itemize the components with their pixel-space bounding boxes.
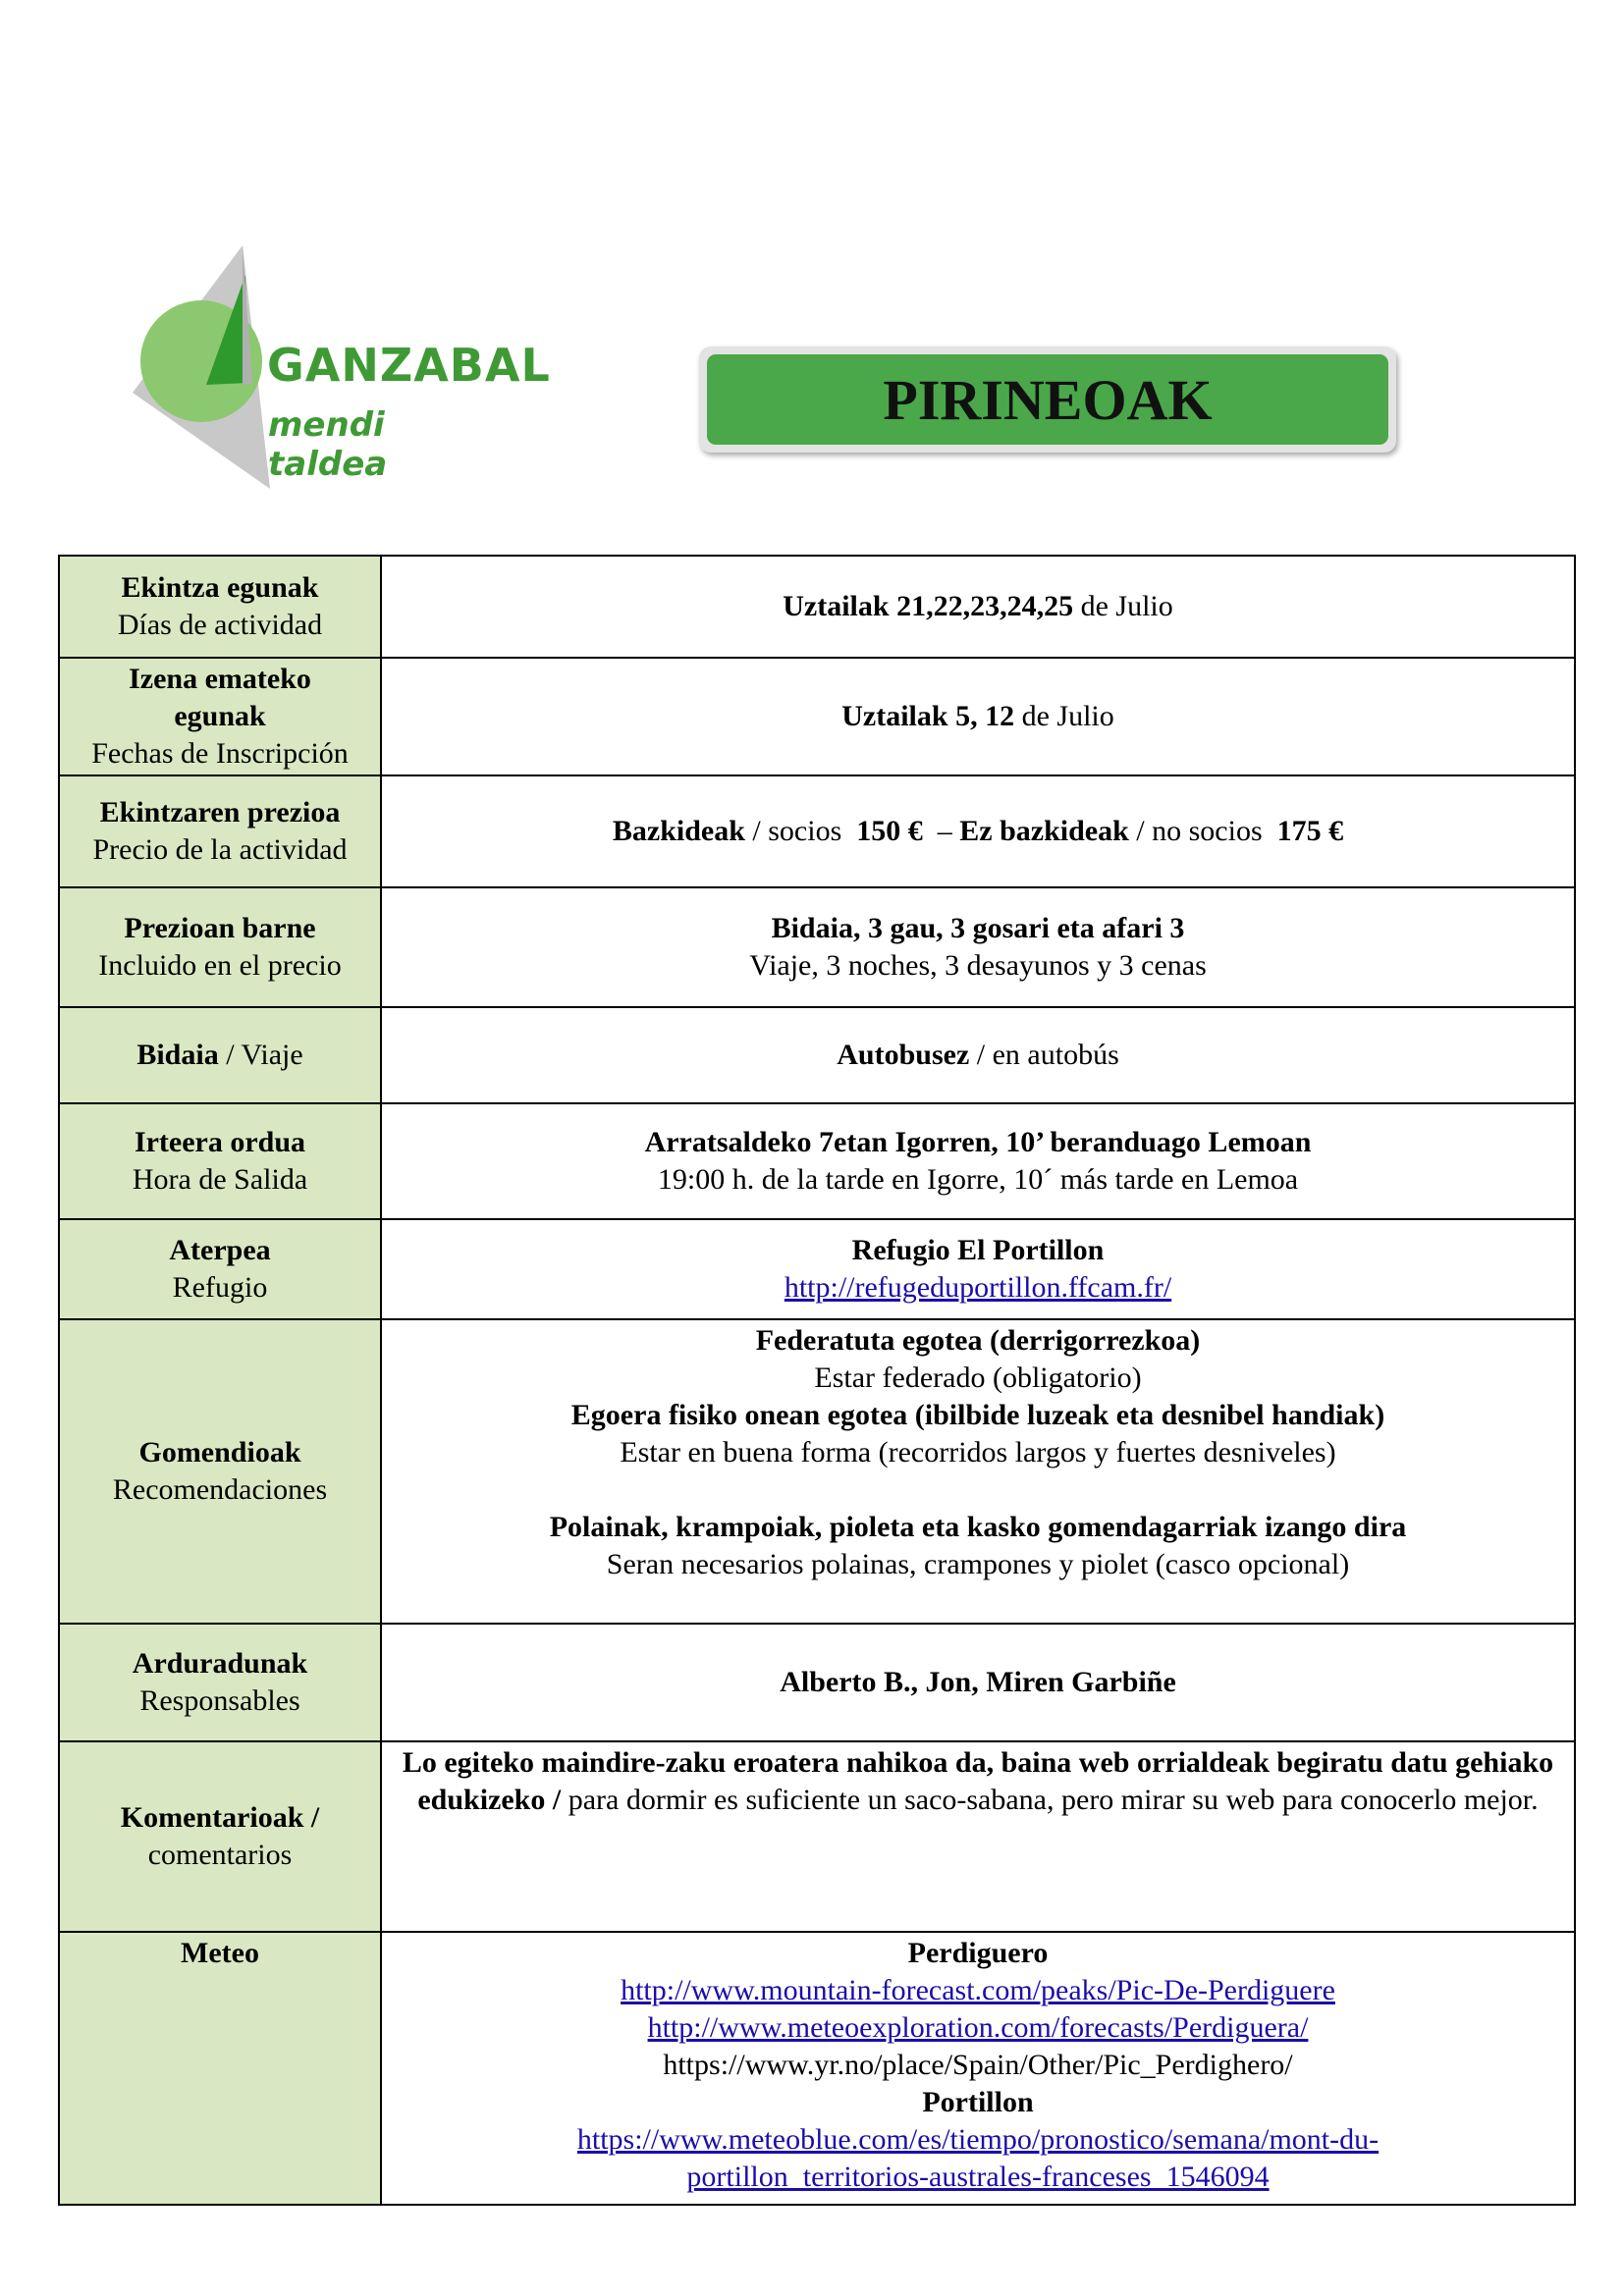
meteo-link-2[interactable]: http://www.meteoexploration.com/forecasts/Perdiguera/: [647, 2011, 1309, 2044]
socios-label: Bazkideak: [612, 815, 745, 847]
label-es: / Viaje: [218, 1039, 303, 1071]
row-recomendaciones: [59, 1319, 1575, 1624]
value-meteo: [381, 1932, 1575, 2205]
label-es: Hora de Salida: [132, 1163, 308, 1196]
value-dias: [381, 556, 1575, 658]
inscripcion-bold: Uztailak 5, 12: [841, 700, 1015, 732]
comentarios-es: para dormir es suficiente un saco-sabana, pero mirar su web para conocerlo mejor.: [561, 1784, 1539, 1816]
label-eu: Ekintza egunak: [121, 571, 319, 604]
no-socios-price: 175 €: [1276, 815, 1344, 847]
club-logo: [133, 245, 551, 491]
row-precio: [59, 775, 1575, 887]
label-eu: Arduradunak: [132, 1647, 308, 1680]
value-incluido: [381, 887, 1575, 1007]
no-socios-es: / no socios: [1128, 815, 1277, 847]
label-eu-2: egunak: [174, 700, 266, 732]
value-viaje: [381, 1007, 1575, 1103]
label-salida: [59, 1103, 381, 1219]
rec-spacer: [390, 1471, 1566, 1509]
viaje-rest: / en autobús: [969, 1039, 1119, 1071]
price-dash: –: [922, 815, 960, 847]
label-es: Responsables: [139, 1684, 300, 1717]
refugio-name: Refugio El Portillon: [851, 1234, 1105, 1266]
dates-bold: Uztailak 21,22,23,24,25: [783, 590, 1074, 622]
value-responsables: Alberto B., Jon, Miren Garbiñe: [381, 1624, 1575, 1741]
meteo-link-4b[interactable]: portillon_territorios-australes-franceses_1546094: [686, 2161, 1270, 2193]
inscripcion-rest: de Julio: [1014, 700, 1114, 732]
meteo-link-3[interactable]: https://www.yr.no/place/Spain/Other/Pic_Perdighero/: [663, 2049, 1293, 2081]
row-incluido: [59, 887, 1575, 1007]
row-dias: [59, 556, 1575, 658]
dates-rest: de Julio: [1073, 590, 1173, 622]
label-viaje: [59, 1007, 381, 1103]
meteo-place-1: Perdiguero: [907, 1937, 1049, 1969]
refugio-link[interactable]: http://refugeduportillon.ffcam.fr/: [784, 1271, 1172, 1304]
title-banner: [699, 347, 1396, 453]
salida-eu: Arratsaldeko 7etan Igorren, 10’ beranduago Lemoan: [644, 1126, 1312, 1158]
label-es: Incluido en el precio: [98, 949, 342, 982]
label-es: Recomendaciones: [112, 1473, 328, 1506]
no-socios-label: Ez bazkideak: [959, 815, 1129, 847]
label-responsables: [59, 1624, 381, 1741]
value-refugio: [381, 1219, 1575, 1319]
comentarios-eu: Lo egiteko maindire-zaku eroatera nahikoa da, baina web orrialdeak begiratu datu gehiako edukizeko /: [402, 1746, 1554, 1816]
value-salida: [381, 1103, 1575, 1219]
rec-line-4: Estar en buena forma (recorridos largos y fuertes desniveles): [620, 1436, 1336, 1468]
label-es: Precio de la actividad: [92, 833, 348, 866]
label-eu: Aterpea: [169, 1234, 271, 1266]
activity-table: [58, 555, 1576, 2206]
label-eu: Irteera ordua: [134, 1126, 306, 1158]
label-recomendaciones: [59, 1319, 381, 1624]
label-es: Refugio: [172, 1271, 268, 1304]
rec-line-2: Estar federado (obligatorio): [814, 1362, 1142, 1394]
label-eu: Gomendioak: [138, 1436, 301, 1468]
label-eu: Komentarioak /: [120, 1801, 320, 1834]
value-comentarios: [381, 1741, 1575, 1932]
label-es: Fechas de Inscripción: [91, 737, 349, 770]
page-title: PIRINEOAK: [707, 354, 1388, 445]
row-salida: [59, 1103, 1575, 1219]
logo-subtitle: mendi taldea: [268, 405, 388, 484]
label-eu: Bidaia: [136, 1039, 219, 1071]
meteo-link-1[interactable]: http://www.mountain-forecast.com/peaks/Pic-De-Perdiguere: [621, 1974, 1335, 2006]
label-dias: [59, 556, 381, 658]
label-comentarios: [59, 1741, 381, 1932]
rec-line-3: Egoera fisiko onean egotea (ibilbide luzeak eta desnibel handiak): [570, 1399, 1385, 1431]
rec-line-1: Federatuta egotea (derrigorrezkoa): [755, 1324, 1201, 1357]
row-refugio: [59, 1219, 1575, 1319]
label-precio: [59, 775, 381, 887]
value-recomendaciones: [381, 1319, 1575, 1624]
meteo-label: Meteo: [181, 1937, 259, 1969]
socios-price: 150 €: [856, 815, 923, 847]
rec-line-6: Seran necesarios polainas, crampones y piolet (casco opcional): [606, 1548, 1350, 1580]
label-es: Días de actividad: [117, 609, 323, 641]
row-comentarios: [59, 1741, 1575, 1932]
label-meteo: [59, 1932, 381, 2205]
label-eu-1: Izena emateko: [129, 663, 311, 695]
row-inscripcion: [59, 658, 1575, 775]
label-refugio: [59, 1219, 381, 1319]
viaje-bold: Autobusez: [837, 1039, 970, 1071]
label-inscripcion: [59, 658, 381, 775]
meteo-place-2: Portillon: [922, 2086, 1034, 2118]
socios-es: / socios: [744, 815, 857, 847]
label-eu: Ekintzaren prezioa: [99, 796, 341, 828]
row-meteo: [59, 1932, 1575, 2205]
row-responsables: [59, 1624, 1575, 1741]
label-eu: Prezioan barne: [124, 912, 316, 944]
salida-es: 19:00 h. de la tarde en Igorre, 10´ más tarde en Lemoa: [657, 1163, 1299, 1196]
label-es: comentarios: [147, 1839, 293, 1871]
incluido-eu: Bidaia, 3 gau, 3 gosari eta afari 3: [771, 912, 1185, 944]
meteo-link-4a[interactable]: https://www.meteoblue.com/es/tiempo/pronostico/semana/mont-du-: [576, 2123, 1380, 2156]
row-viaje: [59, 1007, 1575, 1103]
label-incluido: [59, 887, 381, 1007]
logo-title: GANZABAL: [267, 339, 551, 392]
value-inscripcion: [381, 658, 1575, 775]
incluido-es: Viaje, 3 noches, 3 desayunos y 3 cenas: [749, 949, 1207, 982]
value-precio: [381, 775, 1575, 887]
rec-line-5: Polainak, krampoiak, pioleta eta kasko gomendagarriak izango dira: [549, 1511, 1407, 1543]
